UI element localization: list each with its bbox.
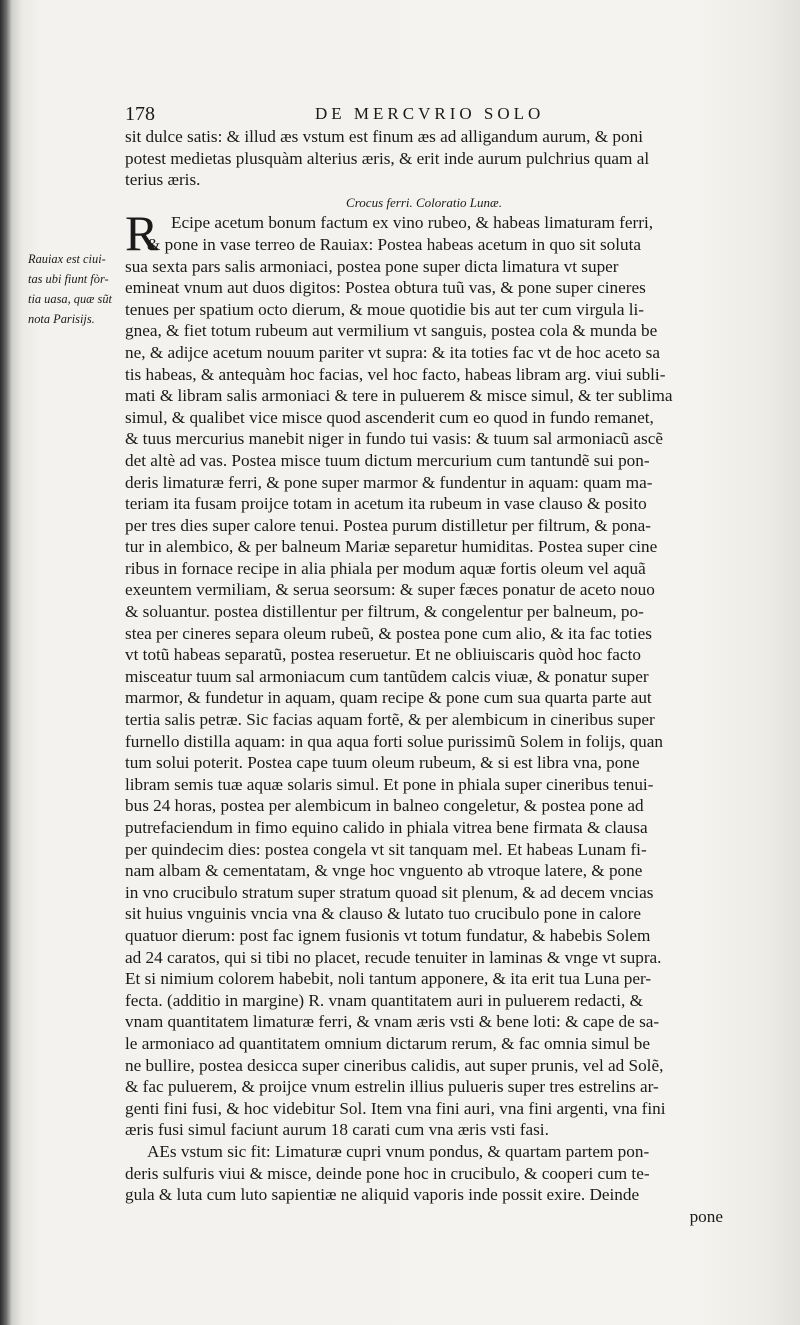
page-header [125,102,725,126]
text-line: deris sulfuris viui & misce, deinde pone hoc in crucibulo, & cooperi cum te- [125,1163,650,1183]
text-line: exeuntem vermiliam, & serua seorsum: & super fæces ponatur de aceto nouo [125,580,655,600]
text-line: potest medietas plusquàm alterius æris, & erit inde aurum pulchrius quam al [125,148,650,168]
text-line: & tuus mercurius manebit niger in fundo tui vasis: & tuum sal armoniacũ ascẽ [125,429,663,449]
text-line: sit dulce satis: & illud æs vstum est finum æs ad alligandum aurum, & poni [125,127,643,146]
text-line: bus 24 horas, postea per alembicum in balneo congeletur, & postea pone ad [125,796,644,816]
text-line: fecta. (additio in margine) R. vnam quantitatem auri in puluerem redacti, & [125,990,643,1010]
text-line: emineat vnum aut duos digitos: Postea obtura tuũ vas, & pone super cineres [125,278,646,298]
page-number: 178 [125,103,155,125]
text-line: stea per cineres separa oleum rubeũ, & postea pone cum alio, & ita fac toties [125,623,652,643]
text-line: le armoniaco ad quantitatem omnium dictarum rerum, & fac omnia simul be [125,1033,651,1053]
text-line: tenues per spatium octo dierum, & moue quotidie bis aut ter cum virgula li- [125,299,645,319]
text-line: ne, & adijce acetum nouum pariter vt supra: & ita toties fac vt de hoc aceto sa [125,342,661,362]
text-line: libram semis tuæ aquæ solaris simul. Et pone in phiala super cineribus tenui- [125,774,654,794]
text-line: marmor, & fundetur in aquam, quam recipe & pone cum sua quarta parte aut [125,688,652,708]
text-line: furnello distilla aquam: in qua aqua forti solue purissimũ Solem in folijs, quan [125,731,663,751]
text-line: vt totũ habeas separatũ, postea reseruetur. Et ne obliuiscaris quòd hoc facto [125,645,641,665]
text-line: nam albam & cementatam, & vnge hoc vnguento ab vtroque latere, & pone [125,861,643,881]
text-line: & soluantur. postea distillentur per filtrum, & congelentur per balneum, po- [125,602,644,622]
catchword: pone [689,1206,723,1226]
text-line: tertia salis petræ. Sic facias aquam fortẽ, & per alembicum in cineribus super [125,710,655,730]
text-line: terius æris. [125,170,201,190]
text-line: deris limaturæ ferri, & pone super marmor & fundentur in aquam: quam ma- [125,472,653,492]
text-line: & fac puluerem, & proijce vnum estrelin illius pulueris super tres estrelins ar- [125,1077,659,1097]
marginal-note [28,249,123,329]
text-line: gula & luta cum luto sapientiæ ne aliquid vaporis inde possit exire. Deinde [125,1185,640,1205]
running-title: DE MERCVRIO SOLO [315,104,545,123]
text-line: tur in alembico, & per balneum Mariæ separetur humiditas. Postea super cine [125,537,658,557]
section-heading: Crocus ferri. Coloratio Lunæ. [346,194,502,210]
text-line: det altè ad vas. Postea misce tuum dictum mercurium cum tantundẽ sui pon- [125,450,650,470]
text-line: gnea, & fiet totum rubeum aut vermilium vt sanguis, postea cola & munda be [125,321,658,341]
text-line: tis habeas, & antequàm hoc facias, vel hoc facto, habeas libram arg. viui subli- [125,364,666,384]
marginal-note-line: nota Parisijs. [28,312,95,326]
text-line: ad 24 caratos, qui si tibi no placet, recude tenuiter in laminas & vnge vt supra. [125,947,662,967]
body-paragraph [125,256,723,1141]
main-text [125,126,723,1227]
marginal-note-line: tas ubi fiunt fòr- [28,272,109,286]
text-line: ne bullire, postea desicca super cineribus calidis, aut super prunis, vel ad Solẽ, [125,1055,664,1075]
text-line: mati & libram salis armoniaci & tere in puluerem & misce simul, & ter sublima [125,386,673,406]
text-line: vnam quantitatem limaturæ ferri, & vnam æris vsti & bene loti: & cape de sa- [125,1012,660,1032]
text-line: quatuor dierum: post fac ignem fusionis vt totum fundatur, & habebis Solem [125,925,651,945]
text-line: teriam ita fusam proijce totam in acetum ita rubeum in vase clauso & posito [125,494,647,514]
text-line: sit huius vnguinis vncia vna & clauso & lutato tuo crucibulo pone in calore [125,904,642,924]
text-line: Et si nimium colorem habebit, noli tantum apponere, & ita erit tua Luna per- [125,969,652,989]
drop-cap: R [125,205,159,262]
text-line: simul, & qualibet vice misce quod ascenderit cum eo quod in fundo remanet, [125,407,654,427]
text-line: & pone in vase terreo de Rauiax: Postea habeas acetum in quo sit soluta [147,234,642,254]
text-line-content: Ecipe acetum bonum factum ex vino rubeo, & habeas limaturam ferri, [171,213,654,233]
marginal-note-line: tia uasa, quæ sũt [28,292,112,306]
text-line: misceatur tuum sal armoniacum cum tantũdem calcis viuæ, & ponatur super [125,666,649,686]
text-line: ribus in fornace recipe in alia phiala per modum aquæ fortis oleum vel aquã [125,558,646,578]
text-line: per quindecim dies: postea congela vt sit tanquam mel. Et habeas Lunam fi- [125,839,647,859]
text-line: æris fusi simul faciunt aurum 18 carati cum vna æris vsti fasi. [125,1120,549,1140]
text-line: putrefaciendum in fimo equino calido in phiala vitrea bene firmata & clausa [125,818,648,837]
text-line: AEs vstum sic fit: Limaturæ cupri vnum pondus, & quartam partem pon- [147,1141,650,1161]
marginal-note-line: Rauiax est ciui- [28,252,106,266]
text-line: per tres dies super calore tenui. Postea purum distilletur per filtrum, & pona- [125,515,651,535]
text-line: in vno crucibulo stratum super stratum quoad sit plenum, & ad decem vncias [125,882,654,902]
text-line: tum solui poterit. Postea cape tuum oleum rubeum, & si est libra vna, pone [125,753,640,773]
text-line: sua sexta pars salis armoniaci, postea pone super dicta limatura vt super [125,256,619,276]
text-line: genti fini fusi, & hoc videbitur Sol. Item vna fini auri, vna fini argenti, vna fini [125,1098,666,1118]
